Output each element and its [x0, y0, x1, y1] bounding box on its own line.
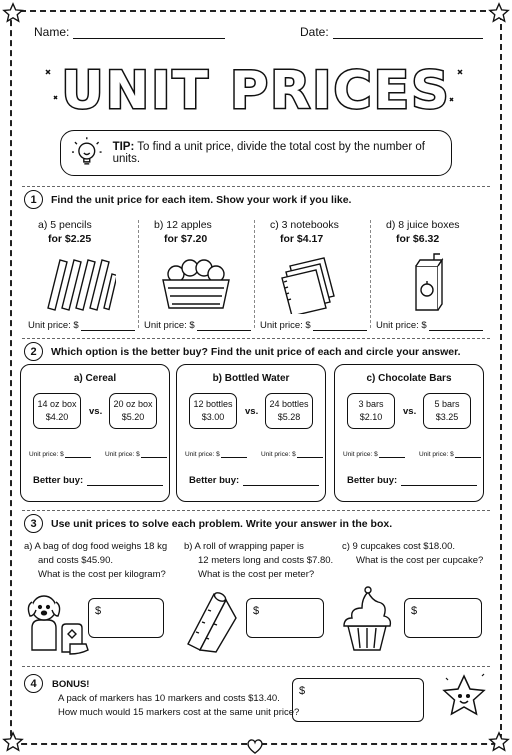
problem-text: 12 meters long and costs $7.80. — [198, 555, 334, 566]
choice-size: 14 oz box — [37, 399, 77, 409]
problem-text: A pack of markers has 10 markers and costs $13.40. — [58, 693, 280, 704]
unit-price-label: Unit price: $ — [343, 451, 378, 458]
answer-line[interactable] — [87, 477, 163, 486]
name-field[interactable] — [34, 25, 225, 39]
divider — [22, 666, 490, 667]
answer-line[interactable] — [81, 322, 135, 331]
unit-price-field[interactable] — [376, 320, 483, 331]
unit-price-field[interactable] — [185, 451, 247, 458]
choice-size: 12 bottles — [193, 399, 233, 409]
section-number: 4 — [24, 674, 43, 693]
section-1-heading — [24, 190, 351, 209]
option-choice-left[interactable] — [347, 393, 395, 429]
name-line[interactable] — [73, 27, 225, 39]
choice-cost: $5.20 — [121, 412, 145, 422]
unit-price-label: Unit price: $ — [419, 451, 454, 458]
tip-box — [60, 130, 452, 176]
option-choice-right[interactable] — [423, 393, 471, 429]
unit-price-field[interactable] — [343, 451, 405, 458]
option-title: b) Bottled Water — [212, 373, 290, 384]
better-buy-label: Better buy: — [189, 475, 240, 486]
unit-price-field[interactable] — [105, 451, 167, 458]
section-instructions: Which option is the better buy? Find the unit price of each and circle your answer. — [51, 345, 461, 358]
option-card-chocolate-bars — [334, 364, 484, 502]
answer-line[interactable] — [313, 322, 367, 331]
dollar-sign: $ — [253, 605, 260, 617]
word-problem-a — [24, 540, 167, 582]
unit-price-label: Unit price: $ — [261, 451, 296, 458]
column-divider — [138, 220, 139, 328]
problem-text: and costs $45.90. — [38, 555, 113, 566]
word-problem-b — [184, 540, 333, 582]
item-juice-boxes — [372, 218, 484, 336]
problem-text: What is the cost per kilogram? — [38, 569, 166, 580]
better-buy-field[interactable] — [347, 475, 477, 486]
star-icon — [2, 731, 24, 753]
unit-price-field[interactable] — [260, 320, 367, 331]
worksheet-title — [40, 52, 472, 124]
star-icon — [488, 2, 510, 24]
better-buy-label: Better buy: — [347, 475, 398, 486]
item-price: for $6.32 — [396, 233, 440, 245]
option-choice-left[interactable] — [33, 393, 81, 429]
unit-price-label: Unit price: $ — [105, 451, 140, 458]
choice-cost: $2.10 — [359, 412, 383, 422]
item-notebooks — [256, 218, 368, 336]
section-2-heading — [24, 342, 461, 361]
option-title: a) Cereal — [73, 373, 117, 384]
pencils-icon — [44, 252, 116, 314]
answer-line[interactable] — [243, 477, 319, 486]
better-buy-label: Better buy: — [33, 475, 84, 486]
smiling-star-icon — [440, 672, 488, 722]
notebooks-icon — [276, 252, 348, 314]
dollar-sign: $ — [411, 605, 418, 617]
problem-text: b) A roll of wrapping paper is — [184, 541, 304, 552]
option-title: c) Chocolate Bars — [366, 373, 452, 384]
option-choice-left[interactable] — [189, 393, 237, 429]
unit-price-label: Unit price: $ — [28, 320, 79, 331]
item-price: for $7.20 — [164, 233, 208, 245]
problem-text: c) 9 cupcakes cost $18.00. — [342, 541, 456, 552]
answer-line[interactable] — [429, 322, 483, 331]
unit-price-field[interactable] — [29, 451, 91, 458]
bonus-title: BONUS! — [52, 679, 90, 690]
problem-text: How much would 15 markers cost at the same unit price? — [58, 707, 300, 718]
answer-line[interactable] — [401, 477, 477, 486]
problem-text: What is the cost per cupcake? — [356, 555, 484, 566]
vs-label: vs. — [403, 406, 417, 417]
section-instructions: Find the unit price for each item. Show your work if you like. — [51, 193, 352, 206]
tip-body: To find a unit price, divide the total cost by the number of units. — [112, 141, 425, 165]
item-desc: a) 5 pencils — [38, 219, 92, 231]
unit-price-label: Unit price: $ — [185, 451, 220, 458]
answer-line[interactable] — [65, 452, 91, 458]
name-label: Name: — [34, 25, 70, 39]
choice-cost: $3.00 — [201, 412, 225, 422]
column-divider — [370, 220, 371, 328]
column-divider — [254, 220, 255, 328]
divider — [22, 186, 490, 187]
bonus-problem — [52, 678, 299, 720]
answer-line[interactable] — [455, 452, 481, 458]
option-card-cereal — [20, 364, 170, 502]
juice-box-icon — [392, 252, 464, 314]
choice-size: 24 bottles — [269, 399, 309, 409]
unit-price-label: Unit price: $ — [376, 320, 427, 331]
unit-price-label: Unit price: $ — [144, 320, 195, 331]
item-price: for $2.25 — [48, 233, 92, 245]
item-price: for $4.17 — [280, 233, 324, 245]
word-problem-c — [342, 540, 483, 568]
star-icon — [2, 2, 24, 24]
lightbulb-icon — [71, 136, 103, 170]
vs-label: vs. — [89, 406, 103, 417]
unit-price-field[interactable] — [261, 451, 323, 458]
wrapping-paper-roll-icon — [182, 588, 240, 654]
section-3-heading — [24, 514, 392, 533]
answer-box[interactable] — [88, 598, 164, 638]
option-choice-right[interactable] — [265, 393, 313, 429]
section-instructions: Use unit prices to solve each problem. Write your answer in the box. — [51, 517, 393, 530]
dog-with-food-icon — [24, 588, 90, 656]
answer-line[interactable] — [197, 322, 251, 331]
heart-icon — [246, 738, 264, 754]
item-desc: b) 12 apples — [154, 219, 212, 231]
section-number: 1 — [24, 190, 43, 209]
unit-price-field[interactable] — [28, 320, 135, 331]
section-number: 3 — [24, 514, 43, 533]
date-line[interactable] — [333, 27, 483, 39]
title-text: UNIT PRICES — [61, 61, 451, 121]
unit-price-label: Unit price: $ — [260, 320, 311, 331]
answer-line[interactable] — [141, 452, 167, 458]
tip-label: TIP: — [112, 141, 135, 153]
better-buy-field[interactable] — [189, 475, 319, 486]
vs-label: vs. — [245, 406, 259, 417]
answer-line[interactable] — [297, 452, 323, 458]
problem-text: What is the cost per meter? — [198, 569, 315, 580]
divider — [22, 510, 490, 511]
unit-price-label: Unit price: $ — [29, 451, 64, 458]
item-pencils — [24, 218, 136, 336]
item-desc: c) 3 notebooks — [270, 219, 339, 231]
tip-text — [113, 141, 451, 165]
answer-line[interactable] — [379, 452, 405, 458]
star-icon — [488, 731, 510, 753]
answer-box[interactable] — [246, 598, 324, 638]
answer-box[interactable] — [404, 598, 482, 638]
choice-cost: $4.20 — [45, 412, 69, 422]
option-card-bottled-water — [176, 364, 326, 502]
date-label: Date: — [300, 25, 329, 39]
option-choice-right[interactable] — [109, 393, 157, 429]
item-apples — [140, 218, 252, 336]
problem-text: a) A bag of dog food weighs 18 kg — [24, 541, 168, 552]
dollar-sign: $ — [299, 685, 306, 697]
choice-cost: $3.25 — [435, 412, 459, 422]
dollar-sign: $ — [95, 605, 102, 617]
better-buy-field[interactable] — [33, 475, 163, 486]
cupcake-icon — [338, 582, 396, 654]
divider — [22, 338, 490, 339]
answer-line[interactable] — [221, 452, 247, 458]
choice-size: 5 bars — [434, 399, 460, 409]
section-number: 2 — [24, 342, 43, 361]
choice-size: 20 oz box — [113, 399, 153, 409]
apple-basket-icon — [160, 252, 232, 314]
choice-size: 3 bars — [358, 399, 384, 409]
unit-price-field[interactable] — [144, 320, 251, 331]
answer-box[interactable] — [292, 678, 424, 722]
date-field[interactable] — [300, 25, 483, 39]
choice-cost: $5.28 — [277, 412, 301, 422]
unit-price-field[interactable] — [419, 451, 481, 458]
item-desc: d) 8 juice boxes — [386, 219, 460, 231]
